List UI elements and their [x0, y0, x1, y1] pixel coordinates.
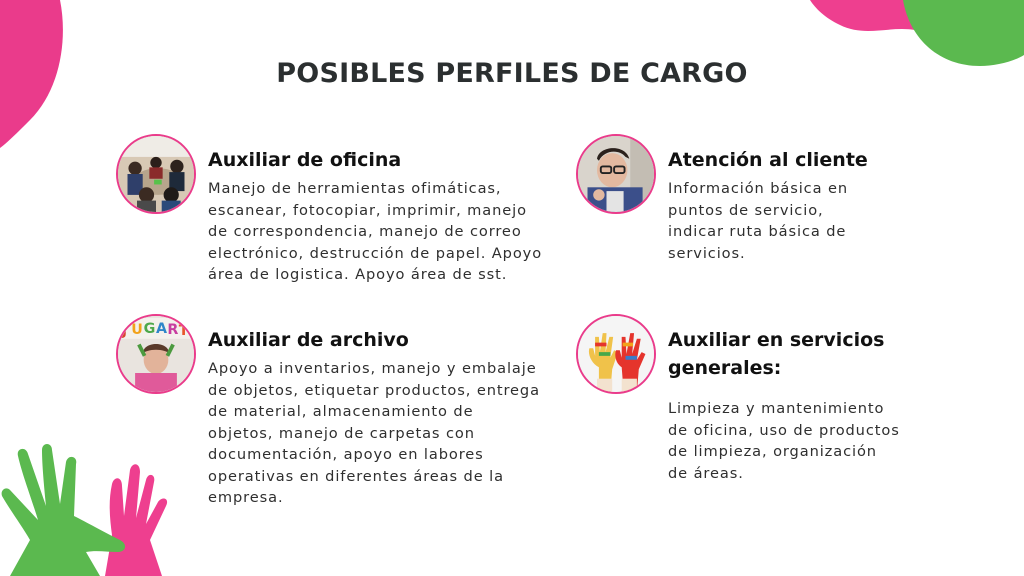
svg-text:J: J — [121, 323, 128, 339]
profile-heading-servicios-generales: Auxiliar en servicios generales: — [668, 329, 885, 379]
hands-bottom-left — [0, 440, 190, 576]
page-title: POSIBLES PERFILES DE CARGO — [276, 58, 748, 89]
profile-description-atencion-cliente: Información básica en puntos de servicio, indicar ruta básica de servicios. — [668, 180, 849, 262]
svg-text:G: G — [143, 321, 156, 338]
svg-text:U: U — [131, 322, 143, 339]
group-at-table-photo — [116, 134, 196, 214]
jugarte-sign-photo — [116, 314, 196, 394]
person-with-glasses-photo — [576, 134, 656, 214]
svg-text:T: T — [178, 323, 189, 339]
svg-text:R: R — [167, 322, 179, 339]
painted-hands-photo — [576, 314, 656, 394]
profile-description-auxiliar-archivo: Apoyo a inventarios, manejo y embalaje de objetos, etiquetar productos, entrega de material, almacenamiento de objetos, manejo de carpetas con documentación, apoyo en labores operativas en diferentes áreas de la empresa. — [208, 360, 540, 506]
profile-heading-auxiliar-archivo: Auxiliar de archivo — [208, 329, 409, 351]
profile-description-auxiliar-oficina: Manejo de herramientas ofimáticas, escanear, fotocopiar, imprimir, manejo de correspondencia, manejo de correo electrónico, destrucción de papel. Apoyo área de logistica. Apoyo área de sst. — [208, 180, 543, 283]
profile-heading-auxiliar-oficina: Auxiliar de oficina — [208, 149, 402, 171]
profile-description-servicios-generales: Limpieza y mantenimiento de oficina, uso de productos de limpieza, organización de áreas. — [668, 400, 900, 482]
svg-text:A: A — [156, 321, 168, 338]
profile-heading-atencion-cliente: Atención al cliente — [668, 149, 868, 171]
